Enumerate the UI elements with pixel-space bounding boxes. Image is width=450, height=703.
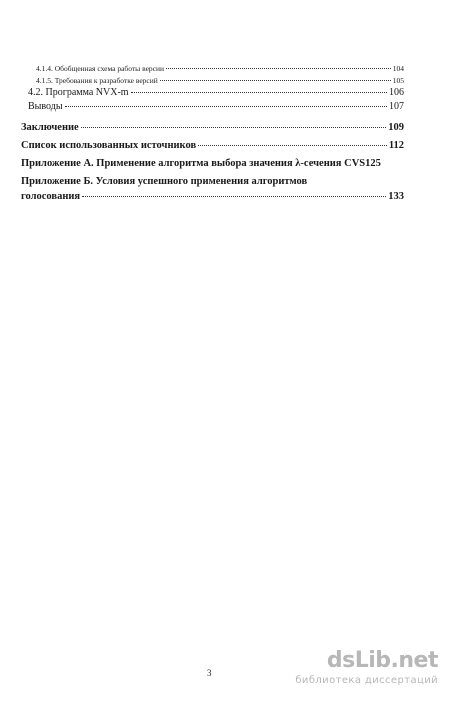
toc-entry-title: Выводы [28, 101, 63, 112]
toc-entry-title: 4.1.5. Требования к разработке версий [36, 76, 158, 85]
toc-entry-title: Заключение [21, 122, 79, 133]
toc-entry-summary [21, 122, 404, 133]
dslib-watermark [295, 650, 438, 686]
toc-entry-page: 107 [389, 101, 404, 112]
toc-leader-dots [131, 92, 387, 93]
toc-entry-appendix-a [21, 158, 404, 169]
toc-entry-appendix-b [21, 191, 404, 202]
toc-leader-dots [82, 196, 386, 197]
toc-leader-dots [160, 80, 391, 81]
watermark-subtitle: библиотека диссертаций [295, 675, 438, 686]
toc-entry-title: 4.1.4. Обобщенная схема работы версии [36, 64, 165, 73]
toc-entry-title: 4.2. Программа NVX-m [28, 87, 129, 98]
page-number: 3 [207, 668, 212, 678]
toc-leader-dots [81, 127, 387, 128]
toc-entry-page: 106 [389, 87, 404, 98]
toc-leader-dots [166, 68, 391, 69]
toc-entry-page: 112 [388, 140, 404, 151]
toc-entry-page: 133 [388, 191, 404, 202]
toc-entry-title: Приложение А. Применение алгоритма выбора значения λ-сечения CVS [21, 158, 366, 169]
toc-entry-page: 105 [392, 76, 404, 85]
toc-entry-4-2 [28, 87, 404, 98]
toc-entry-page: 109 [388, 122, 404, 133]
toc-entry-page: 104 [392, 64, 404, 73]
toc-entry-conclusions [28, 101, 404, 112]
toc-entry-appendix-b-line1: Приложение Б. Условия успешного применения алгоритмов [21, 176, 308, 187]
toc-entry-4-1-4 [36, 64, 404, 73]
toc-entry-references [21, 140, 404, 151]
toc-entry-title: Список использованных источников [21, 140, 197, 151]
watermark-logo: dsLib.net [326, 648, 438, 673]
toc-entry-4-1-5 [36, 76, 404, 85]
toc-entry-title: голосования [21, 191, 81, 202]
toc-entry-page: 125 [365, 158, 381, 169]
toc-leader-dots [65, 106, 387, 107]
toc-leader-dots [198, 145, 387, 146]
